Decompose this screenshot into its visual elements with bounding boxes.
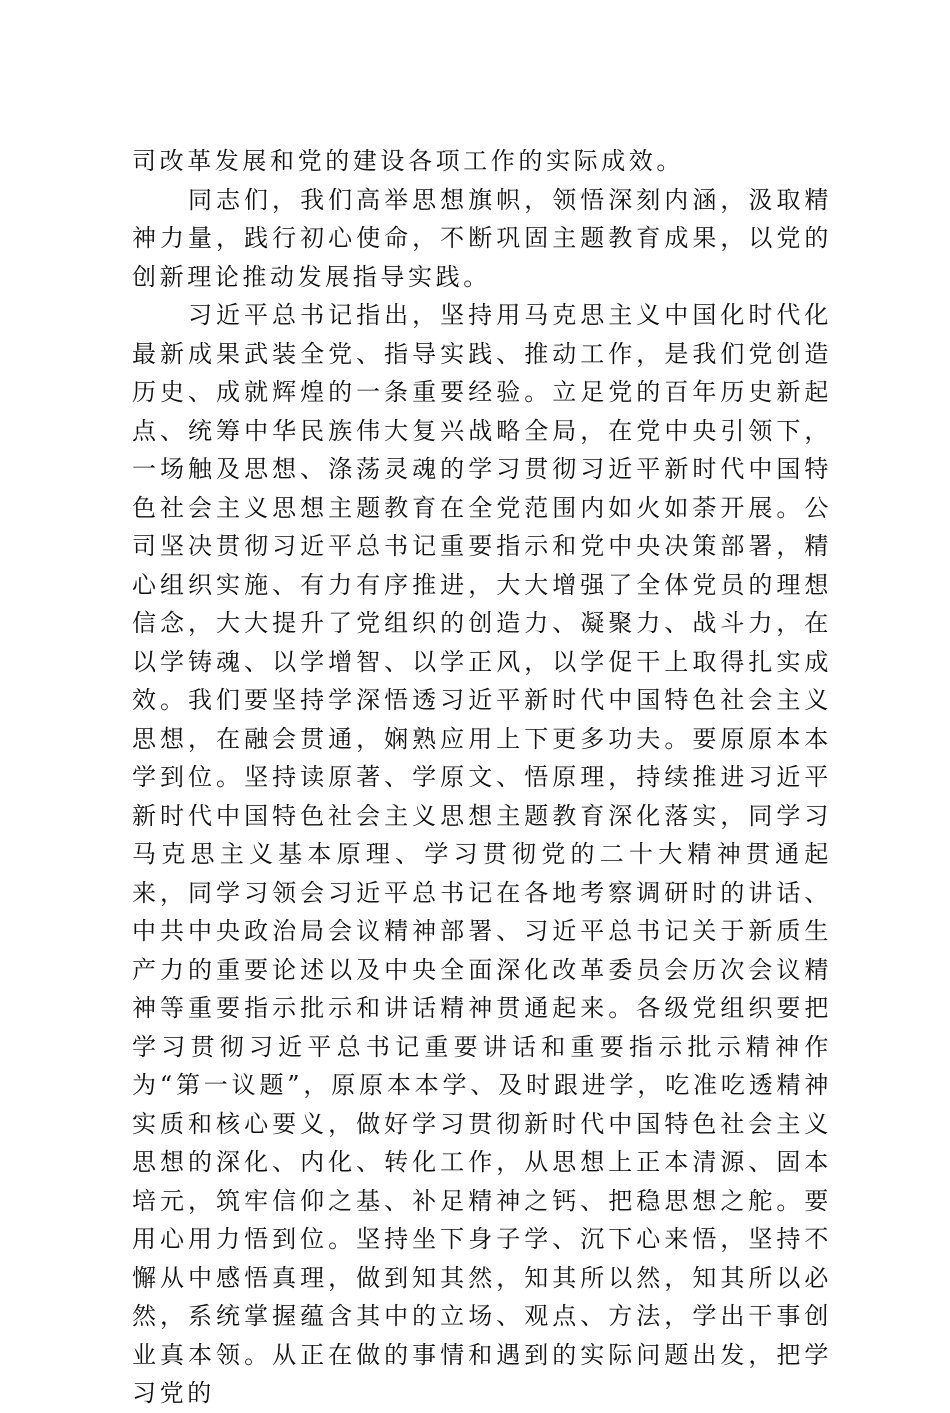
paragraph-comrades: 同志们，我们高举思想旗帜，领悟深刻内涵，汲取精神力量，践行初心使命，不断巩固主题教育成果，以党的创新理论推动发展指导实践。	[132, 185, 832, 291]
document-body	[132, 142, 832, 1413]
paragraph-continuation: 司改革发展和党的建设各项工作的实际成效。	[132, 147, 684, 175]
paragraph-main: 习近平总书记指出，坚持用马克思主义中国化时代化最新成果武装全党、指导实践、推动工作，是我们党创造历史、成就辉煌的一条重要经验。立足党的百年历史新起点、统筹中华民族伟大复兴战略全局，在党中央引领下，一场触及思想、涤荡灵魂的学习贯彻习近平新时代中国特色社会主义思想主题教育在全党范围内如火如荼开展。公司坚决贯彻习近平总书记重要指示和党中央决策部署，精心组织实施、有力有序推进，大大增强了全体党员的理想信念，大大提升了党组织的创造力、凝聚力、战斗力，在以学铸魂、以学增智、以学正风，以学促干上取得扎实成效。我们要坚持学深悟透习近平新时代中国特色社会主义思想，在融会贯通，娴熟应用上下更多功夫。要原原本本学到位。坚持读原著、学原文、悟原理，持续推进习近平新时代中国特色社会主义思想主题教育深化落实，同学习马克思主义基本原理、学习贯彻党的二十大精神贯通起来，同学习领会习近平总书记在各地考察调研时的讲话、中共中央政治局会议精神部署、习近平总书记关于新质生产力的重要论述以及中央全面深化改革委员会历次会议精神等重要指示批示和讲话精神贯通起来。各级党组织要把学习贯彻习近平总书记重要讲话和重要指示批示精神作为“第一议题”，原原本本学、及时跟进学，吃准吃透精神实质和核心要义，做好学习贯彻新时代中国特色社会主义思想的深化、内化、转化工作，从思想上正本清源、固本培元，筑牢信仰之基、补足精神之钙、把稳思想之舵。要用心用力悟到位。坚持坐下身子学、沉下心来悟，坚持不懈从中感悟真理，做到知其然，知其所以然，知其所以必然，系统掌握蕴含其中的立场、观点、方法，学出干事创业真本领。从正在做的事情和遇到的实际问题出发，把学习党的	[132, 301, 832, 1407]
